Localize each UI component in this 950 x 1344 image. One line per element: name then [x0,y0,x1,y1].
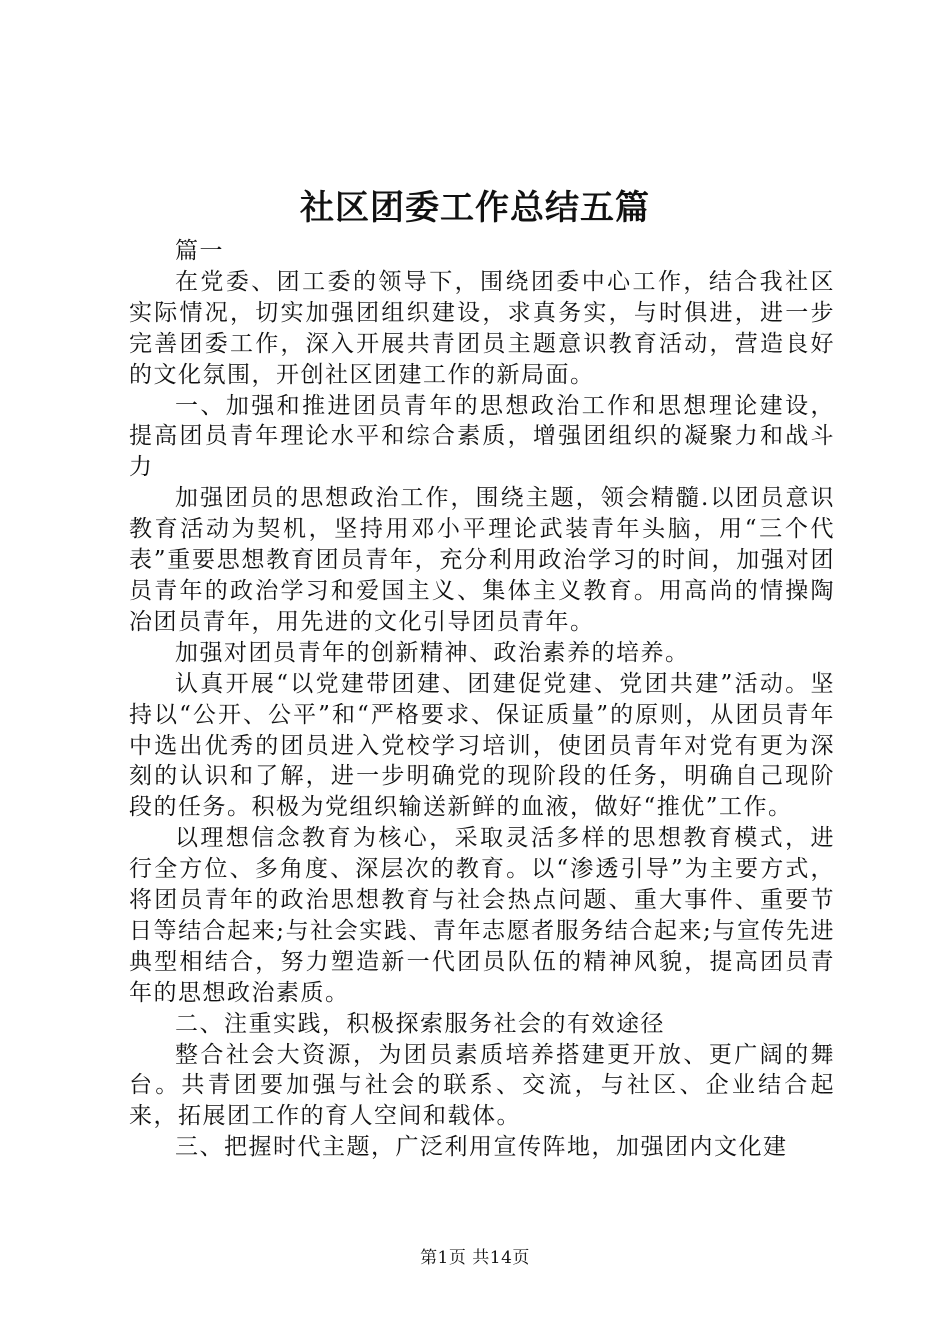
paragraph: 认真开展“以党建带团建、团建促党建、党团共建”活动。坚持以“公开、公平”和“严格要求、保证质量”的原则，从团员青年中选出优秀的团员进入党校学习培训，使团员青年对党有更为深刻的认识和了解，进一步明确党的现阶段的任务，明确自己现阶段的任务。积极为党组织输送新鲜的血液，做好“推优”工作。 [129,670,835,821]
paragraph: 加强对团员青年的创新精神、政治素养的培养。 [175,639,690,666]
section-heading-one: 一、加强和推进团员青年的思想政治工作和思想理论建设，提高团员青年理论水平和综合素质，增强团组织的凝聚力和战斗力 [129,392,835,481]
paragraph: 整合社会大资源，为团员素质培养搭建更开放、更广阔的舞台。共青团要加强与社会的联系、交流，与社区、企业结合起来，拓展团工作的育人空间和载体。 [129,1041,835,1130]
section-heading-three: 三、把握时代主题，广泛利用宣传阵地，加强团内文化建 [175,1134,788,1161]
paragraph: 在党委、团工委的领导下，围绕团委中心工作，结合我社区实际情况，切实加强团组织建设，求真务实，与时俱进，进一步完善团委工作，深入开展共青团员主题意识教育活动，营造良好的文化氛围，开创社区团建工作的新局面。 [129,268,835,388]
section-heading-part-one: 篇一 [175,238,224,264]
paragraph: 以理想信念教育为核心，采取灵活多样的思想教育模式，进行全方位、多角度、深层次的教育。以“渗透引导”为主要方式，将团员青年的政治思想教育与社会热点问题、重大事件、重要节日等结合起来;与社会实践、青年志愿者服务结合起来;与宣传先进典型相结合，努力塑造新一代团员队伍的精神风貌，提高团员青年的思想政治素质。 [129,825,835,1006]
document-body [129,236,835,1163]
document-title: 社区团委工作总结五篇 [300,188,650,228]
page-footer: 第1页 共14页 [420,1248,530,1268]
paragraph: 加强团员的思想政治工作，围绕主题，领会精髓.以团员意识教育活动为契机，坚持用邓小平理论武装青年头脑，用“三个代表”重要思想教育团员青年，充分利用政治学习的时间，加强对团员青年的政治学习和爱国主义、集体主义教育。用高尚的情操陶冶团员青年，用先进的文化引导团员青年。 [129,485,835,635]
section-heading-two: 二、注重实践，积极探索服务社会的有效途径 [175,1010,665,1037]
